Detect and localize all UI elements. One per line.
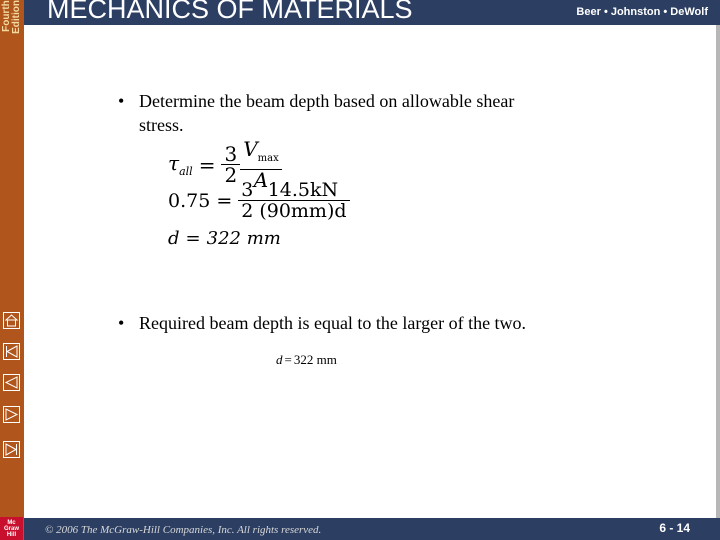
previous-slide-icon	[3, 374, 20, 391]
equals-sign: =	[198, 152, 216, 177]
last-slide-icon	[3, 441, 20, 458]
depth-value: 322 mm	[206, 228, 281, 249]
book-title: MECHANICS OF MATERIALS	[47, 0, 413, 24]
final-depth-equation	[276, 352, 337, 368]
depth-variable: d	[276, 352, 283, 367]
home-button[interactable]	[3, 312, 20, 329]
fraction-three-halves	[238, 180, 256, 221]
first-slide-button[interactable]	[3, 343, 20, 360]
numerator: 3	[221, 144, 240, 165]
authors: Beer • Johnston • DeWolf	[576, 6, 708, 18]
numerator: $V_{max}$	[240, 139, 282, 170]
right-edge-strip	[716, 25, 720, 518]
tau-subscript: all	[179, 165, 193, 178]
equals-sign: =	[185, 228, 201, 249]
depth-value: 322 mm	[293, 352, 337, 367]
copyright-notice: © 2006 The McGraw-Hill Companies, Inc. All rights reserved.	[45, 524, 322, 536]
denominator: 2	[241, 200, 254, 222]
bullet-required-depth	[118, 311, 638, 335]
tau-symbol: $\tau_{all}$	[168, 151, 193, 178]
bullet-determine-depth	[118, 89, 538, 137]
bullet-text: Determine the beam depth based on allowable shear stress.	[139, 91, 515, 135]
fraction-load-over-area	[256, 180, 349, 221]
mcgraw-hill-logo	[0, 517, 23, 540]
denominator: A	[253, 168, 269, 192]
fraction-three-halves	[221, 144, 240, 185]
denominator: 2	[224, 163, 238, 187]
first-slide-icon	[3, 343, 20, 360]
numerator: 3	[238, 180, 256, 201]
denominator: (90mm)d	[259, 200, 347, 222]
equation-depth-result	[168, 228, 281, 249]
edition-text: Fourth Edition	[1, 0, 22, 34]
equals-sign: =	[216, 189, 233, 212]
home-icon	[3, 312, 20, 329]
equation-substitution	[168, 180, 350, 221]
numerator: 14.5kN	[256, 180, 349, 201]
bullet-marker: •	[118, 91, 125, 111]
left-sidebar	[0, 0, 24, 540]
depth-variable: d	[168, 228, 180, 249]
header-bar	[24, 0, 720, 25]
equals-sign: =	[284, 352, 292, 367]
logo-text: Mc Graw Hill	[3, 519, 19, 538]
previous-slide-button[interactable]	[3, 374, 20, 391]
next-slide-icon	[3, 406, 20, 423]
edition-label	[0, 0, 24, 42]
bullet-marker: •	[118, 313, 125, 333]
stress-value: 0.75	[168, 189, 211, 212]
bullet-text: Required beam depth is equal to the larger of the two.	[139, 313, 527, 333]
next-slide-button[interactable]	[3, 406, 20, 423]
v-subscript: max	[257, 153, 279, 164]
page-number: 6 - 14	[659, 521, 690, 535]
last-slide-button[interactable]	[3, 441, 20, 458]
